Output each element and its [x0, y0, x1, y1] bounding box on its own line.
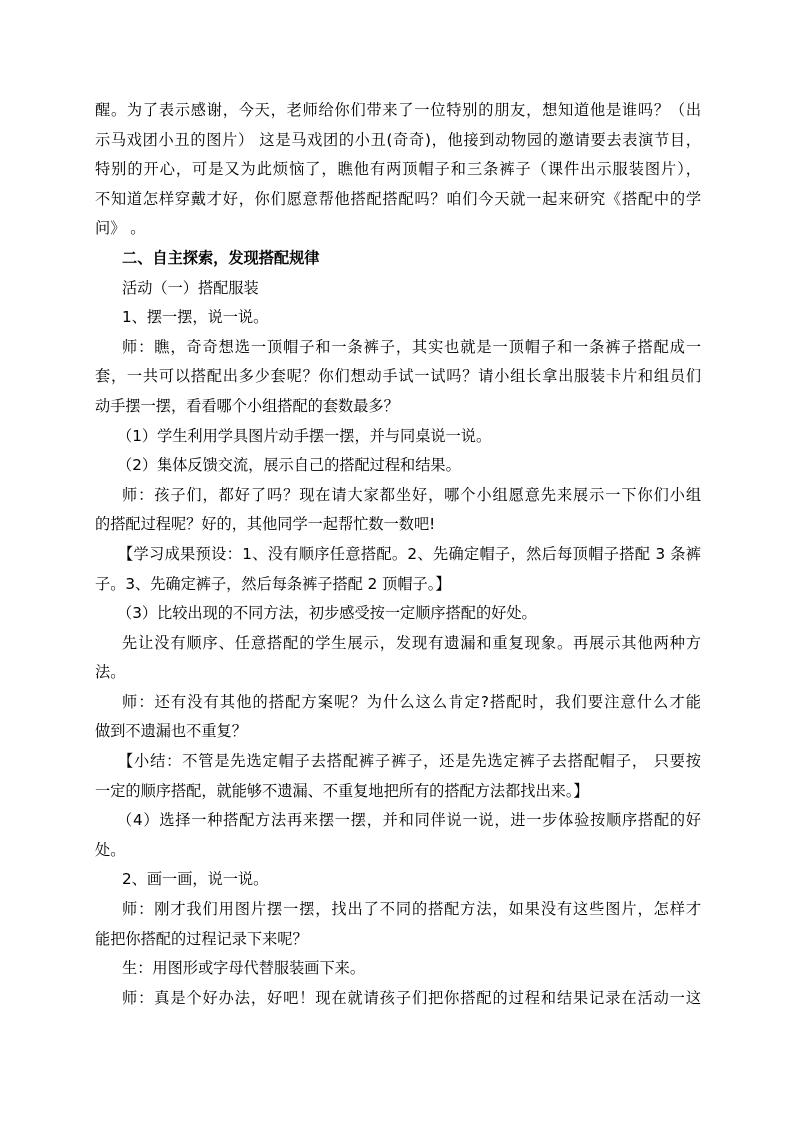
- paragraph-line: 的搭配过程呢？好的，其他同学一起帮忙数一数吧!: [95, 515, 436, 534]
- paragraph-line: 不知道怎样穿戴才好，你们愿意帮他搭配搭配吗？咱们今天就一起来研究《搭配中的学: [95, 189, 701, 208]
- paragraph-line: 示马戏团小丑的图片） 这是马戏团的小丑(奇奇)，他接到动物园的邀请要去表演节目，: [95, 130, 701, 149]
- paragraph-line: 师：瞧，奇奇想选一顶帽子和一条裤子，其实也就是一顶帽子和一条裤子搭配成一: [122, 337, 701, 356]
- paragraph-line: 师：孩子们，都好了吗？现在请大家都坐好，哪个小组愿意先来展示一下你们小组: [122, 485, 701, 504]
- paragraph-line: 师：刚才我们用图片摆一摆，找出了不同的搭配方法，如果没有这些图片，怎样才: [122, 900, 701, 919]
- paragraph-line: 一定的顺序搭配，就能够不遗漏、不重复地把所有的搭配方法都找出来。】: [95, 781, 589, 800]
- paragraph-line: 醒。为了表示感谢，今天，老师给你们带来了一位特别的朋友，想知道他是谁吗？（出: [95, 101, 701, 119]
- paragraph-line: 子。3、先确定裤子，然后每条裤子搭配 2 顶帽子。】: [95, 574, 451, 593]
- paragraph-line: 【小结：不管是先选定帽子去搭配裤子裤子，还是先选定裤子去搭配帽子， 只要按: [118, 752, 701, 771]
- step-title: 1、摆一摆，说一说。: [122, 308, 269, 327]
- list-item: （1）学生利用学具图片动手摆一摆，并与同桌说一说。: [117, 426, 492, 445]
- paragraph-line: 生：用图形或字母代替服装画下来。: [122, 959, 365, 978]
- paragraph-line: 处。: [95, 840, 126, 859]
- paragraph-line: 师：真是个好办法，好吧！现在就请孩子们把你搭配的过程和结果记录在活动一这: [122, 988, 701, 1007]
- step-title: 2、画一画，说一说。: [122, 870, 269, 889]
- list-item: （3）比较出现的不同方法，初步感受按一定顺序搭配的好处。: [117, 604, 537, 623]
- paragraph-line: 动手摆一摆，看看哪个小组搭配的套数最多？: [95, 396, 399, 415]
- list-item: （4）选择一种搭配方法再来摆一摆，并和同伴说一说，进一步体验按顺序搭配的好: [117, 811, 701, 830]
- paragraph-line: 能把你搭配的过程记录下来呢？: [95, 929, 308, 948]
- paragraph-line: 【学习成果预设：1、没有顺序任意搭配。2、先确定帽子，然后每顶帽子搭配 3 条裤: [118, 544, 701, 563]
- activity-title: 活动（一）搭配服装: [122, 278, 259, 297]
- paragraph-line: 师：还有没有其他的搭配方案呢？为什么这么肯定?搭配时，我们要注意什么才能: [122, 692, 701, 711]
- paragraph-line: 问》 。: [95, 219, 146, 238]
- document-page: [95, 96, 701, 1013]
- paragraph-line: 套，一共可以搭配出多少套呢？你们想动手试一试吗？请小组长拿出服装卡片和组员们: [95, 367, 701, 386]
- paragraph-line: 先让没有顺序、任意搭配的学生展示，发现有遗漏和重复现象。再展示其他两种方: [122, 633, 701, 652]
- section-heading: 二、自主探索，发现搭配规律: [122, 248, 320, 267]
- list-item: （2）集体反馈交流，展示自己的搭配过程和结果。: [117, 456, 461, 475]
- paragraph-line: 法。: [95, 663, 126, 682]
- paragraph-line: 做到不遗漏也不重复？: [95, 722, 247, 741]
- paragraph-line: 特别的开心，可是又为此烦恼了，瞧他有两顶帽子和三条裤子（课件出示服装图片），: [95, 160, 701, 179]
